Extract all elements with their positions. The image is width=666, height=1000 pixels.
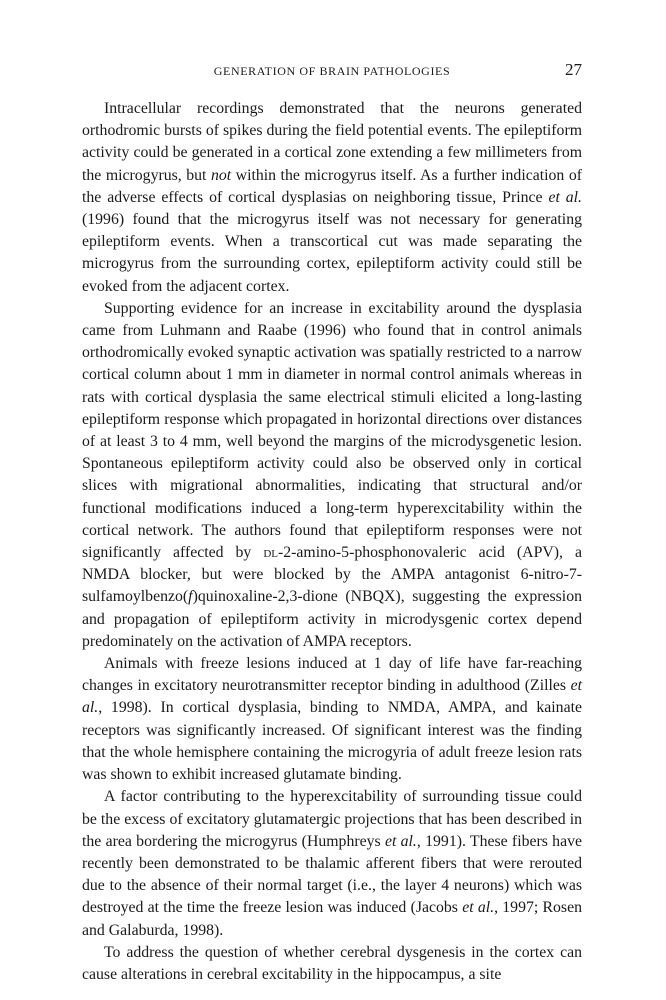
text-italic: et al. [82,677,582,717]
page-header [82,60,582,80]
text-run: Animals with freeze lesions induced at 1 day of life have far-reaching changes in excitatory neurotransmitter receptor binding in adulthood (Zilles [82,655,582,695]
text-run: A factor contributing to the hyperexcitability of surrounding tissue could be the excess of excitatory glutamatergic projections that has been described in the area bordering the microgyrus (Humphreys [82,788,582,850]
body-text [82,98,582,986]
page-number: 27 [565,60,582,79]
running-head: GENERATION OF BRAIN PATHOLOGIES [213,64,451,78]
text-run: )quinoxaline-2,3-dione (NBQX), suggesting the expression and propagation of epileptiform activity in microdysgenic cortex depend predominately on the activation of AMPA receptors. [82,588,582,650]
paragraph [82,786,582,941]
text-run: To address the question of whether cerebral dysgenesis in the cortex can cause alterations in cerebral excitability in the hippocampus, a site [82,943,582,983]
text-run: , 1991). These fibers have recently been demonstrated to be thalamic afferent fibers that were rerouted due to the absence of their normal target (i.e., the layer 4 neurons) which was destroyed at the time the freeze lesion was induced (Jacobs [82,832,583,917]
text-italic: et al. [462,899,495,917]
text-run: (1996) found that the microgyrus itself was not necessary for generating epileptiform events. When a transcortical cut was made separating the microgyrus from the surrounding cortex, epileptiform activity could still be evoked from the adjacent cortex. [82,211,582,295]
text-run: , 1997; Rosen and Galaburda, 1998). [82,899,582,939]
text-smallcaps: dl [263,544,278,562]
text-italic: f [188,588,193,606]
text-run: -2-amino-5-phosphonovaleric acid (APV), a NMDA blocker, but were blocked by the AMPA antagonist 6-nitro-7-sulfamoylbenzo( [82,544,583,606]
text-italic: not [210,166,232,184]
text-run: , 1998). In cortical dysplasia, binding to NMDA, AMPA, and kainate receptors was significantly increased. Of significant interest was the finding that the whole hemisphere containing the microgyria of adult freeze lesion rats was shown to exhibit increased glutamate binding. [82,699,582,784]
text-italic: et al. [384,832,417,850]
text-italic: et al. [548,188,582,206]
paragraph [82,653,582,786]
text-run: within the microgyrus itself. As a further indication of the adverse effects of cortical dysplasias on neighboring tissue, Prince [82,166,582,206]
paragraph [82,298,582,653]
text-run: Supporting evidence for an increase in excitability around the dysplasia came from Luhmann and Raabe (1996) who found that in control animals orthodromically evoked synaptic activation was spatially restricted to a narrow cortical column about 1 mm in diameter in normal control animals whereas in rats with cortical dysplasia the same electrical stimuli elicited a long-lasting epileptiform response which propagated in horizontal directions over distances of at least 3 to 4 mm, well beyond the margins of the microdysgenetic lesion. Spontaneous epileptiform activity could also be observed only in cortical slices with migrational abnormalities, indicating that structural and/or functional modifications induced a long-term hyperexcitability within the cortical network. The authors found that epileptiform responses were not significantly affected by [82,299,582,562]
paragraph [82,942,582,986]
paragraph [82,98,582,298]
text-run: Intracellular recordings demonstrated that the neurons generated orthodromic bursts of spikes during the field potential events. The epileptiform activity could be generated in a cortical zone extending a few millimeters from the microgyrus, but [82,100,582,184]
